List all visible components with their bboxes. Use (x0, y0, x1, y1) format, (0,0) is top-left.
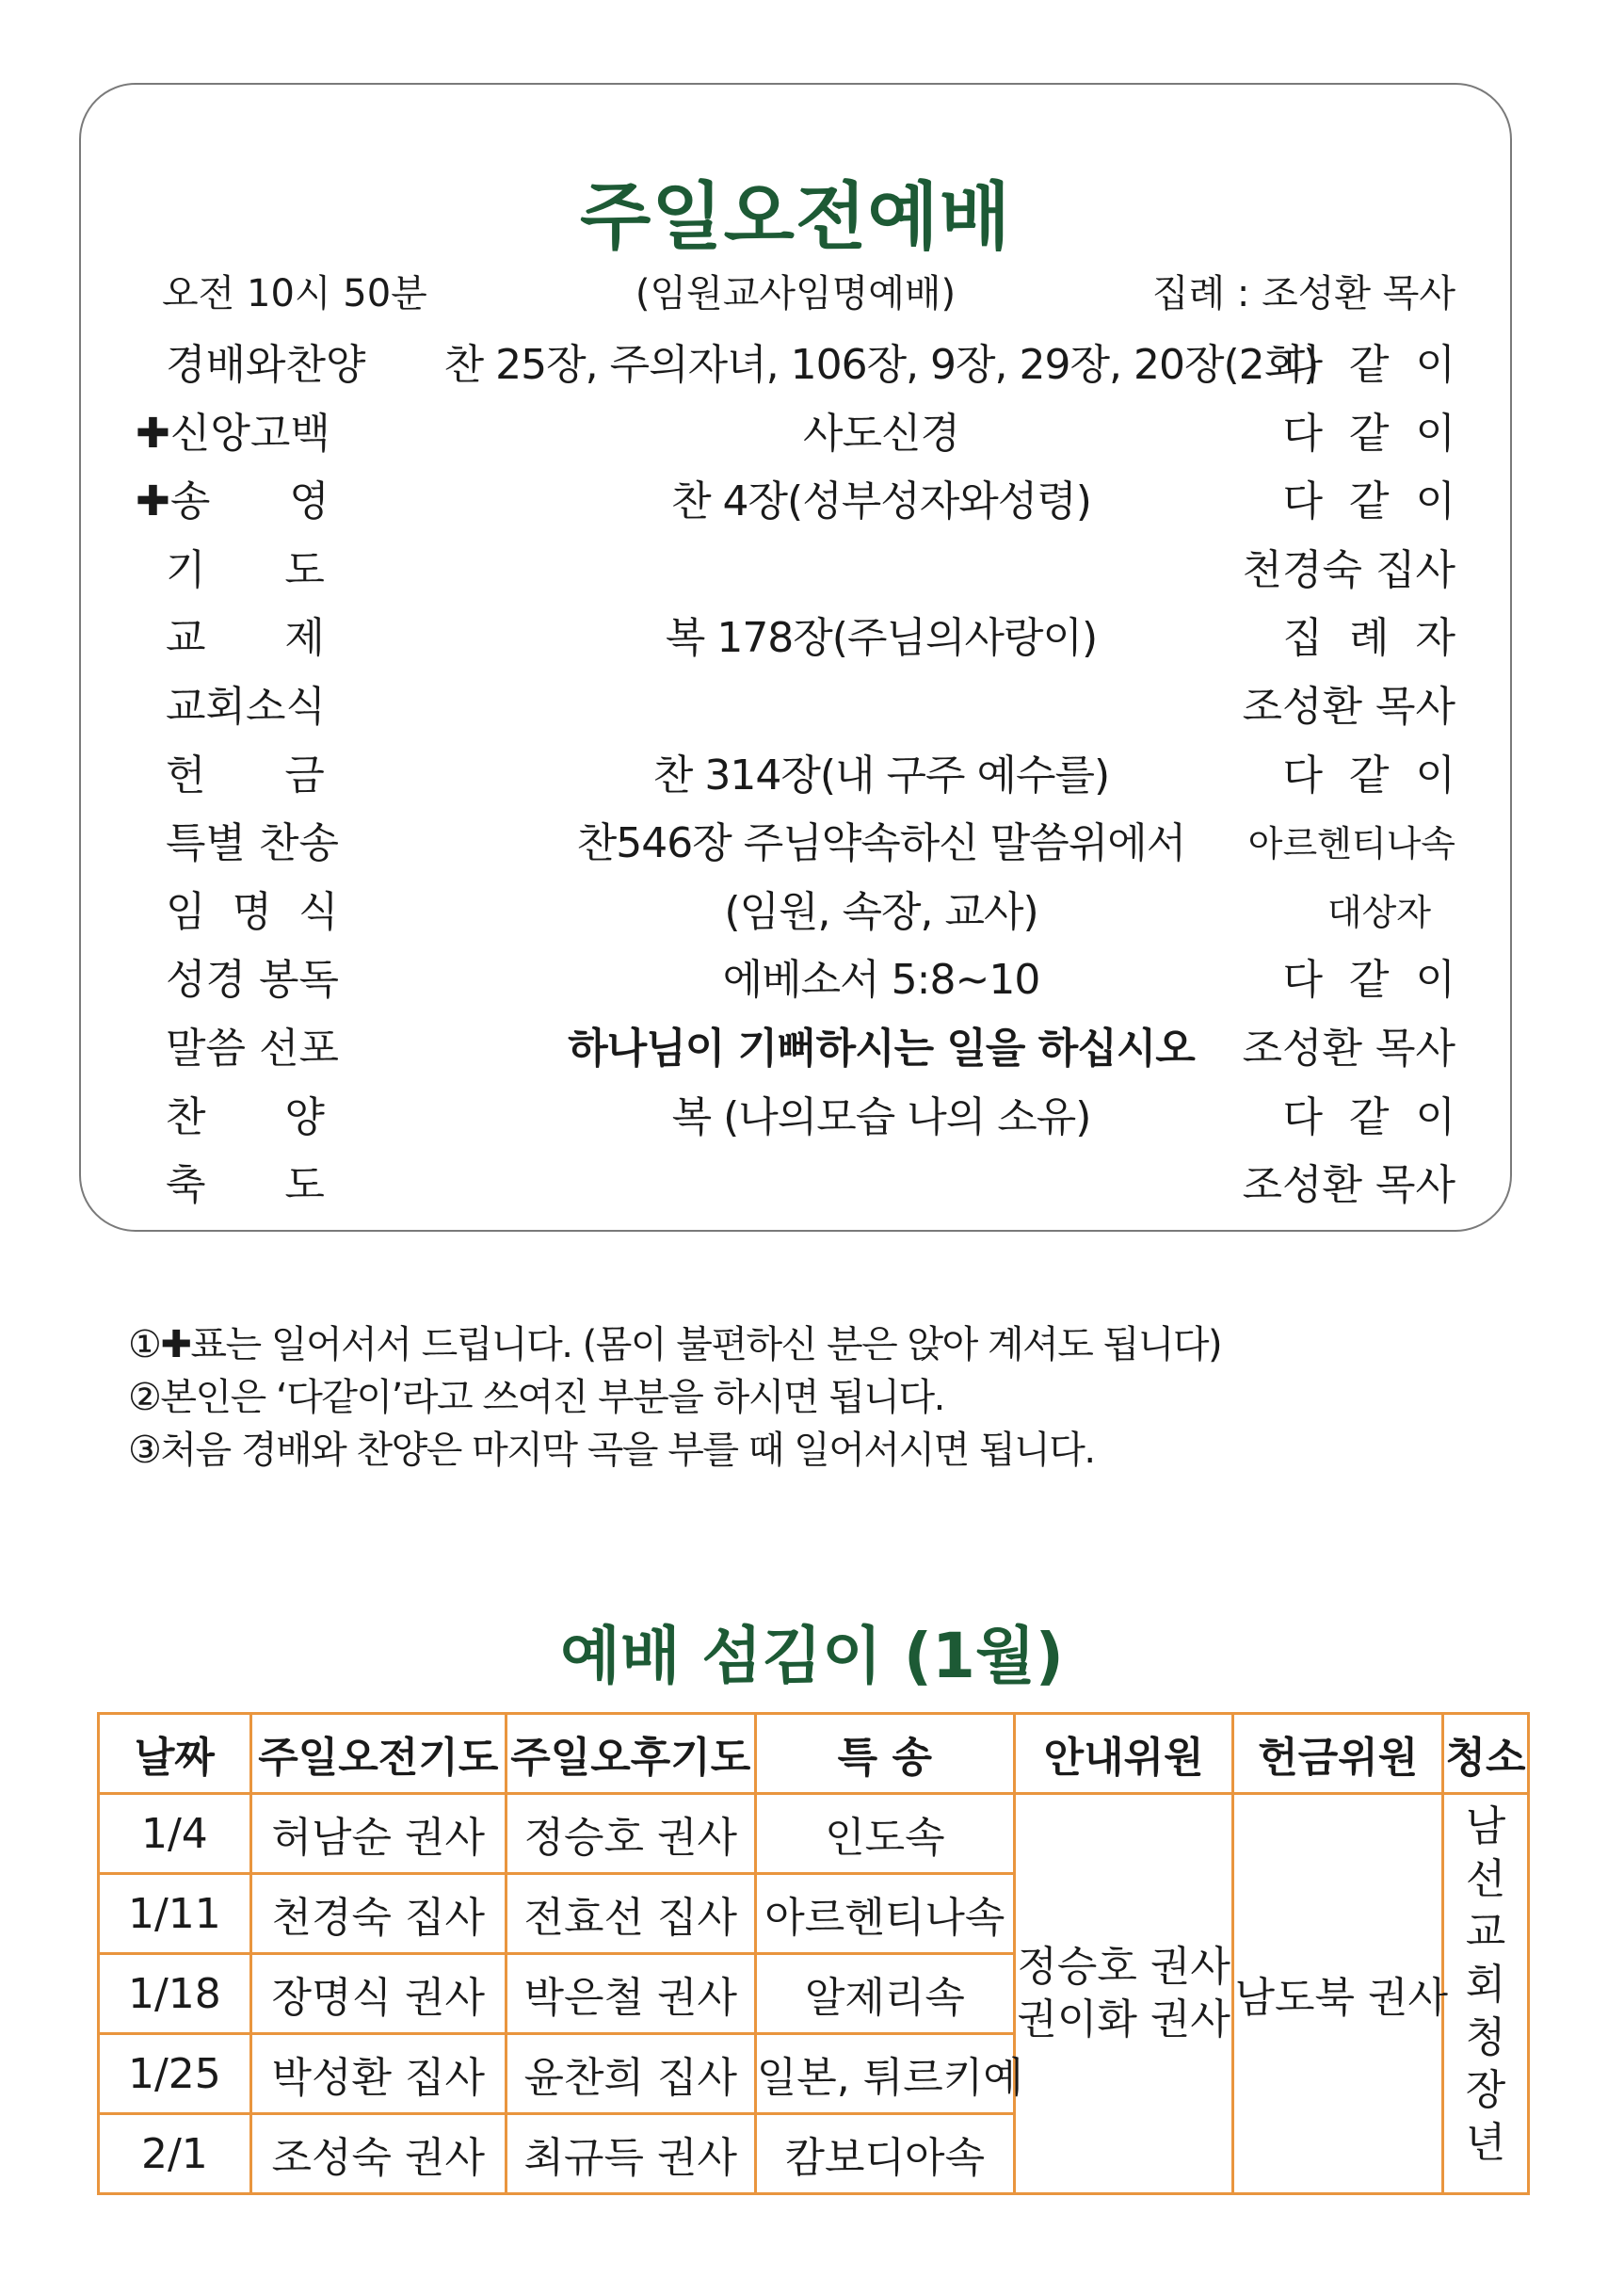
order-item-content: 찬 4장(성부성자와성령) (671, 477, 1091, 526)
cell-afternoon: 정승호 권사 (506, 1794, 755, 1874)
order-item-content: 에베소서 5:8~10 (722, 956, 1040, 1005)
notes (128, 1318, 1221, 1477)
order-row (81, 673, 1510, 742)
order-row (81, 331, 1510, 400)
cell-special: 인도속 (755, 1794, 1014, 1874)
note-item: ①✚표는 일어서서 드립니다. (몸이 불편하신 분은 앉아 계셔도 됩니다) (128, 1323, 1222, 1366)
header-cleaning: 청소 (1442, 1714, 1528, 1794)
cell-date: 2/1 (99, 2114, 251, 2194)
order-item-person: 조성환 목사 (1242, 1161, 1455, 1210)
order-of-worship (81, 331, 1510, 1220)
order-item-label: 성경 봉독 (166, 956, 340, 1005)
header-special-song: 특 송 (755, 1714, 1014, 1794)
order-item-content: (임원, 속장, 교사) (724, 887, 1038, 936)
cell-afternoon: 전효선 집사 (506, 1874, 755, 1954)
order-item-label: 송 영 (169, 477, 330, 526)
order-item-label: 임 명 식 (166, 887, 339, 936)
order-item-label: 축 도 (166, 1161, 325, 1210)
usher-name: 정승호 권사 (1017, 1943, 1230, 1991)
cell-date: 1/4 (99, 1794, 251, 1874)
servants-title: 예배 섬김이 (1월) (560, 1620, 1064, 1692)
cell-date: 1/25 (99, 2034, 251, 2114)
cell-afternoon: 윤찬희 집사 (506, 2034, 755, 2114)
order-row (81, 400, 1510, 469)
usher-name: 권이화 권사 (1017, 1995, 1230, 2044)
order-row (81, 537, 1510, 606)
order-row (81, 468, 1510, 537)
cell-special: 아르헨티나속 (755, 1874, 1014, 1954)
cleaning-char: 청 (1465, 2013, 1506, 2061)
order-row (81, 1084, 1510, 1153)
order-row (81, 946, 1510, 1015)
note-item: ③처음 경배와 찬양은 마지막 곡을 부를 때 일어서시면 됩니다. (128, 1429, 1095, 1472)
worship-time: 오전 10시 50분 (162, 272, 427, 315)
order-item-person: 다 같 이 (1282, 477, 1455, 526)
order-item-person: 대상자 (1327, 891, 1431, 933)
order-item-content: 하나님이 기뻐하시는 일을 하십시오 (568, 1024, 1195, 1073)
header-date: 날짜 (99, 1714, 251, 1794)
order-item-content: 복 (나의모습 나의 소유) (671, 1092, 1091, 1141)
header-offering: 헌금위원 (1233, 1714, 1442, 1794)
order-item-label: 헌 금 (166, 751, 325, 800)
order-item-label: 특별 찬송 (166, 819, 340, 868)
cross-icon: ✚ (136, 477, 170, 526)
order-item-name (136, 468, 399, 537)
order-item-label: 경배와찬양 (166, 341, 366, 389)
cell-ushers (1014, 1794, 1233, 2194)
header-afternoon-prayer: 주일오후기도 (506, 1714, 755, 1794)
worship-title: 주일오전예배 (579, 175, 1012, 260)
cell-cleaning (1442, 1794, 1528, 2194)
order-row (81, 742, 1510, 811)
order-item-label: 기 도 (166, 545, 325, 594)
cell-afternoon: 최규득 권사 (506, 2114, 755, 2194)
cross-icon: ✚ (136, 409, 170, 458)
order-item-person: 다 같 이 (1282, 409, 1455, 458)
cell-date: 1/11 (99, 1874, 251, 1954)
order-item-person: 다 같 이 (1282, 341, 1455, 389)
header-ushers: 안내위원 (1014, 1714, 1233, 1794)
order-item-name (166, 673, 429, 742)
worship-leader: 집례 : 조성환 목사 (1151, 272, 1455, 315)
worship-info-row (81, 264, 1510, 315)
order-item-person: 조성환 목사 (1242, 1024, 1455, 1073)
header-morning-prayer: 주일오전기도 (250, 1714, 506, 1794)
order-item-content: 찬 314장(내 구주 예수를) (652, 751, 1110, 800)
order-item-name (136, 400, 399, 469)
order-row (81, 810, 1510, 879)
note-item: ②본인은 ‘다같이’라고 쓰여진 부분을 하시면 됩니다. (128, 1376, 944, 1419)
worship-description: (임원교사임명예배) (635, 272, 957, 315)
order-row (81, 879, 1510, 947)
cell-morning: 장명식 권사 (250, 1954, 506, 2034)
table-header-row (99, 1714, 1529, 1794)
cell-morning: 박성환 집사 (250, 2034, 506, 2114)
order-row (81, 605, 1510, 673)
order-row (81, 1015, 1510, 1084)
order-item-label: 찬 양 (166, 1092, 325, 1141)
order-item-person: 다 같 이 (1282, 751, 1455, 800)
order-item-content: 찬546장 주님약속하신 말씀위에서 (576, 819, 1186, 868)
cell-special: 알제리속 (755, 1954, 1014, 2034)
order-item-person: 조성환 목사 (1242, 682, 1455, 731)
order-item-content: 복 178장(주님의사랑이) (665, 614, 1098, 663)
cell-date: 1/18 (99, 1954, 251, 2034)
cleaning-char: 교 (1465, 1908, 1506, 1956)
order-item-label: 교회소식 (166, 682, 327, 731)
cell-offering: 남도북 권사 (1233, 1794, 1442, 2194)
cleaning-char: 선 (1465, 1855, 1506, 1903)
order-item-name (166, 537, 429, 606)
servants-table (97, 1712, 1530, 2195)
cell-afternoon: 박은철 권사 (506, 1954, 755, 2034)
worship-order-box (79, 83, 1512, 1232)
cell-special: 일본, 튀르키예 (755, 2034, 1014, 2114)
table-row (99, 1794, 1529, 1874)
cell-morning: 천경숙 집사 (250, 1874, 506, 1954)
order-item-label: 교 제 (166, 614, 325, 663)
cleaning-char: 회 (1465, 1961, 1506, 2009)
order-item-person: 집 례 자 (1282, 614, 1455, 663)
order-item-content: 사도신경 (802, 409, 959, 458)
order-row (81, 1152, 1510, 1220)
cleaning-char: 장 (1465, 2066, 1506, 2114)
order-item-content: 찬 25장, 주의자녀, 106장, 9장, 29장, 20장(2회) (443, 341, 1319, 389)
order-item-person: 천경숙 집사 (1242, 545, 1455, 594)
order-item-label: 신앙고백 (169, 409, 330, 458)
cleaning-char: 년 (1465, 2119, 1506, 2167)
cell-special: 캄보디아속 (755, 2114, 1014, 2194)
cell-morning: 조성숙 권사 (250, 2114, 506, 2194)
order-item-person: 다 같 이 (1282, 1092, 1455, 1141)
order-item-name (166, 1152, 429, 1220)
cleaning-char: 남 (1465, 1802, 1506, 1850)
order-item-person: 다 같 이 (1282, 956, 1455, 1005)
cell-morning: 허남순 권사 (250, 1794, 506, 1874)
order-item-label: 말씀 선포 (166, 1024, 340, 1073)
order-item-person: 아르헨티나속 (1247, 823, 1455, 865)
